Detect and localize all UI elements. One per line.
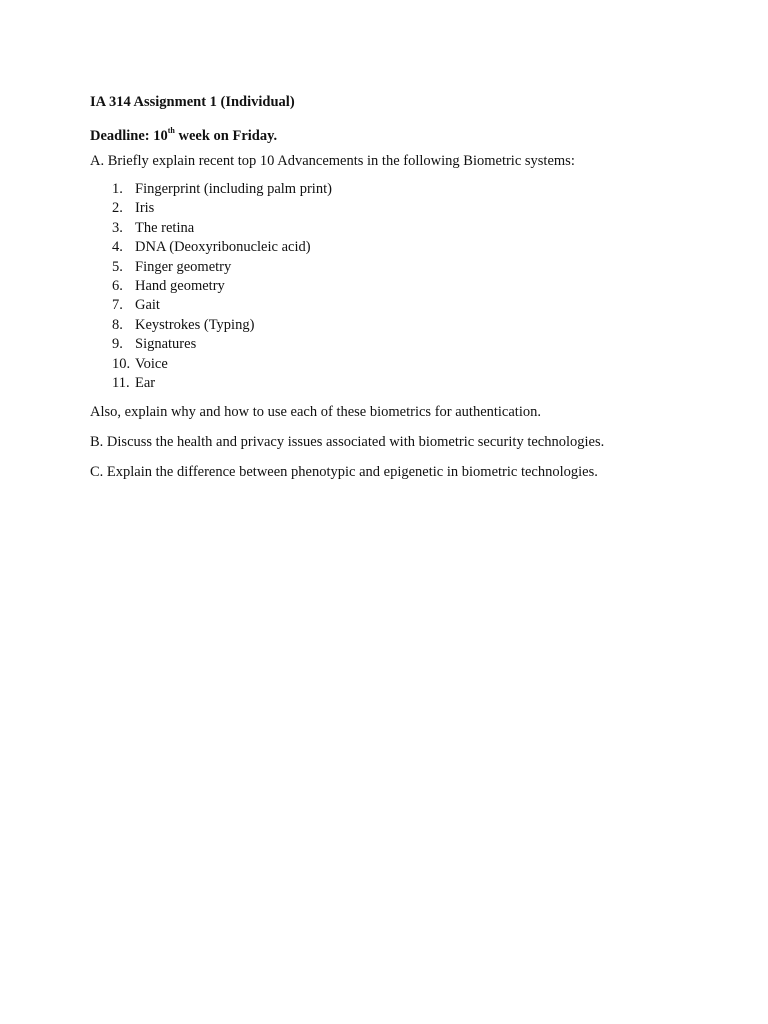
list-item-number: 5. <box>112 258 123 275</box>
deadline-ordinal-suffix: th <box>167 126 175 135</box>
list-item-text: Iris <box>135 200 155 217</box>
list-item <box>90 374 730 393</box>
list-item-number: 10. <box>112 355 131 372</box>
list-item <box>90 296 730 315</box>
list-item-text: DNA (Deoxyribonucleic acid) <box>135 239 311 256</box>
also-explain-text: Also, explain why and how to use each of these biometrics for authentication. <box>90 404 541 421</box>
list-item-number: 2. <box>112 200 123 217</box>
list-item-number: 1. <box>112 181 123 197</box>
list-item-text: Finger geometry <box>135 258 232 275</box>
list-item-text: Fingerprint (including palm print) <box>135 181 332 197</box>
list-item <box>90 219 730 238</box>
list-item-number: 4. <box>112 239 123 256</box>
list-item <box>90 355 730 374</box>
list-item <box>90 199 730 218</box>
list-item-text: Keystrokes (Typing) <box>135 316 255 333</box>
list-item-number: 8. <box>112 316 123 333</box>
list-item-number: 11. <box>112 374 130 391</box>
list-item-number: 3. <box>112 219 123 236</box>
section-b-text: B. Discuss the health and privacy issues associated with biometric security technologies. <box>90 434 605 451</box>
list-item <box>90 180 730 199</box>
section-c-text: C. Explain the difference between phenotypic and epigenetic in biometric technologies. <box>90 464 598 481</box>
section-a-intro: A. Briefly explain recent top 10 Advancements in the following Biometric systems: <box>90 153 575 169</box>
list-item-number: 6. <box>112 277 123 294</box>
assignment-title: IA 314 Assignment 1 (Individual) <box>90 94 295 110</box>
list-item <box>90 316 730 335</box>
list-item-text: Voice <box>135 355 168 372</box>
list-item-text: Gait <box>135 297 160 314</box>
list-item-number: 9. <box>112 336 123 353</box>
deadline-prefix: Deadline: 10 <box>90 127 168 144</box>
biometric-systems-list <box>90 180 730 393</box>
list-item <box>90 335 730 354</box>
deadline-line <box>90 122 730 144</box>
list-item-text: The retina <box>135 219 195 236</box>
deadline-suffix: week on Friday. <box>174 127 278 144</box>
list-item-text: Signatures <box>135 336 197 353</box>
list-item-text: Hand geometry <box>135 277 225 294</box>
document-page <box>90 93 730 482</box>
list-item <box>90 258 730 277</box>
list-item-number: 7. <box>112 297 123 314</box>
list-item <box>90 238 730 257</box>
list-item <box>90 277 730 296</box>
list-item-text: Ear <box>135 374 156 391</box>
